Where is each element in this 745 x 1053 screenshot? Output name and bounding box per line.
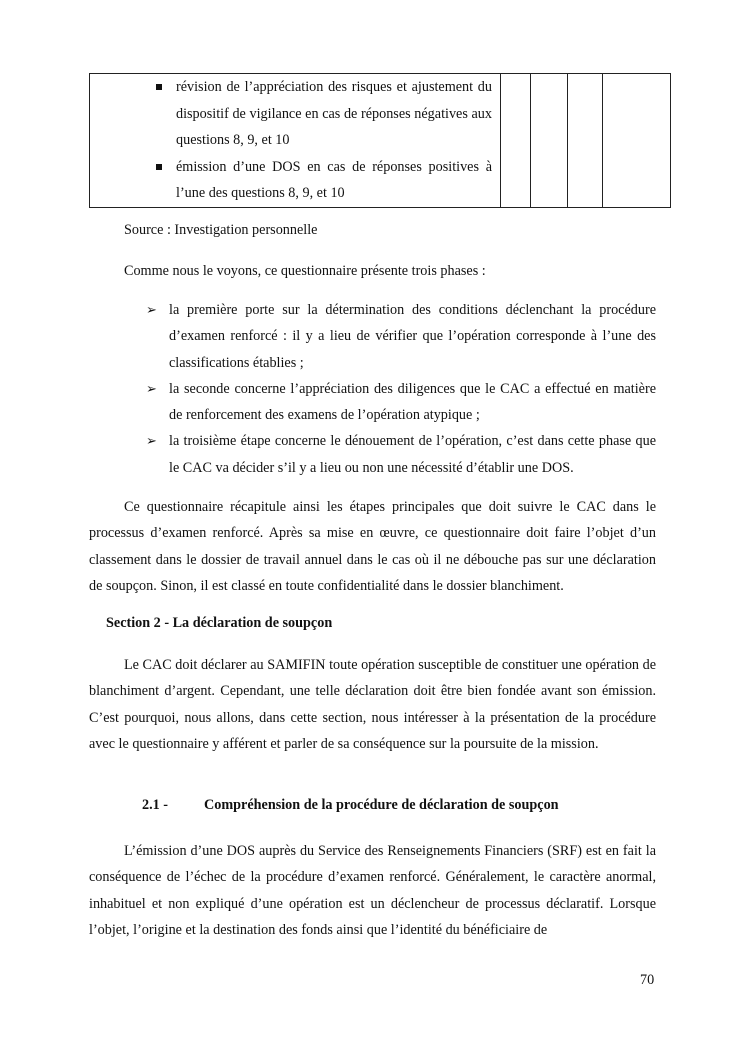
table-cell-empty — [501, 74, 531, 208]
square-bullet-icon — [156, 164, 162, 170]
arrow-bullet-icon: ➢ — [146, 433, 157, 449]
questionnaire-table-fragment — [89, 73, 671, 208]
section-heading: Section 2 - La déclaration de soupçon — [106, 615, 333, 631]
paragraph: Le CAC doit déclarer au SAMIFIN toute opération susceptible de constituer une opération de blanchiment d’argent. Cependant, une telle déclaration doit être bien fondée avant son émission. C’est pourquoi, nous allons, dans cette section, nous intéresser à la présentation de la procédure avec le questionnaire y afférent et parler de sa conséquence sur la poursuite de la mission. — [89, 657, 656, 752]
phases-list — [146, 297, 656, 481]
subsection-number: 2.1 - — [142, 797, 169, 813]
list-item: ➢ la première porte sur la détermination des conditions déclenchant la procédure d’examen renforcé : il y a lieu de vérifier que l’opération corresponde à l’une des classifications établies ; — [146, 297, 656, 376]
arrow-bullet-icon: ➢ — [146, 302, 157, 317]
table-cell-empty — [568, 74, 603, 208]
list-item: ➢ la troisième étape concerne le dénouement de l’opération, c’est dans cette phase que le CAC va décider s’il y a lieu ou non une nécessité d’établir une DOS. — [146, 428, 656, 481]
subsection-title: Compréhension de la procédure de déclaration de soupçon — [204, 797, 559, 813]
table-bullet-list — [90, 74, 500, 207]
table-source: Source : Investigation personnelle — [124, 222, 318, 238]
subsection-heading — [142, 797, 559, 814]
table-bullet-item: révision de l’appréciation des risques et ajustement du dispositif de vigilance en cas de réponses négatives aux questions 8, 9, et 10 — [90, 74, 500, 154]
paragraph: Ce questionnaire récapitule ainsi les étapes principales que doit suivre le CAC dans le processus d’examen renforcé. Après sa mise en œuvre, ce questionnaire doit faire l’objet d’un classement dans le dossier de travail annuel dans le cas où il ne débouche pas sur une déclaration de soupçon. Sinon, il est classé en toute confidentialité dans le dossier blanchiment. — [89, 499, 656, 594]
table-row — [90, 74, 671, 208]
intro-sentence: Comme nous le voyons, ce questionnaire présente trois phases : — [124, 263, 486, 279]
arrow-bullet-icon: ➢ — [146, 380, 157, 396]
square-bullet-icon — [156, 84, 162, 90]
table-cell-empty — [603, 74, 671, 208]
list-item: ➢ la seconde concerne l’appréciation des diligences que le CAC a effectué en matière de renforcement des examens de l’opération atypique ; — [146, 376, 656, 429]
table-cell-empty — [531, 74, 568, 208]
table-cell-question — [90, 74, 501, 208]
paragraph: L’émission d’une DOS auprès du Service des Renseignements Financiers (SRF) est en fait la conséquence de l’échec de la procédure d’examen renforcé. Généralement, le caractère anormal, inhabituel et non expliqué d’une opération est un déclencheur de processus déclaratif. Lorsque l’objet, l’origine et la destination des fonds ainsi que l’identité du bénéficiaire de — [89, 843, 656, 938]
page-number: 70 — [640, 972, 655, 988]
table-bullet-item: émission d’une DOS en cas de réponses positives à l’une des questions 8, 9, et 10 — [90, 154, 500, 207]
